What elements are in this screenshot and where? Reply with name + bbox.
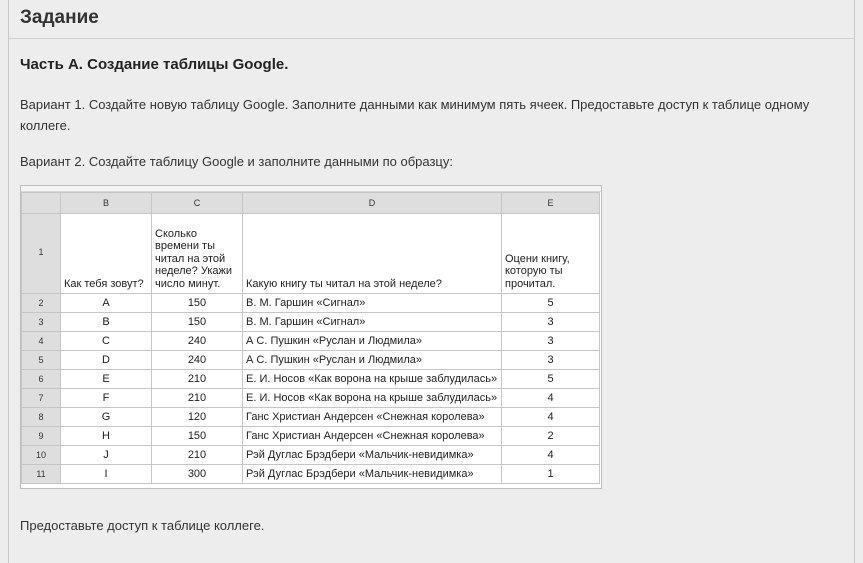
cell-rating: 4 — [502, 389, 600, 408]
cell-name: B — [61, 313, 152, 332]
cell-minutes: 300 — [152, 465, 243, 484]
table-row — [22, 389, 600, 408]
cell-name: G — [61, 408, 152, 427]
column-header-b: B — [61, 193, 152, 214]
row-number: 7 — [22, 389, 61, 408]
cell-book: А С. Пушкин «Руслан и Людмила» — [243, 351, 502, 370]
cell-rating: 4 — [502, 408, 600, 427]
cell-name: E — [61, 370, 152, 389]
cell-rating: 4 — [502, 446, 600, 465]
cell-minutes: 240 — [152, 351, 243, 370]
cell-minutes: 150 — [152, 294, 243, 313]
row-number: 5 — [22, 351, 61, 370]
row-number: 8 — [22, 408, 61, 427]
page-title: Задание — [20, 7, 99, 28]
header-book: Какую книгу ты читал на этой неделе? — [243, 214, 502, 294]
cell-rating: 5 — [502, 370, 600, 389]
article-page — [8, 0, 855, 563]
title-divider — [9, 38, 854, 39]
cell-rating: 3 — [502, 351, 600, 370]
cell-rating: 5 — [502, 294, 600, 313]
header-name: Как тебя зовут? — [61, 214, 152, 294]
column-header-e: E — [502, 193, 600, 214]
table-row — [22, 313, 600, 332]
table-row — [22, 351, 600, 370]
cell-name: I — [61, 465, 152, 484]
cell-book: Е. И. Носов «Как ворона на крыше заблудилась» — [243, 389, 502, 408]
spreadsheet-table — [21, 192, 600, 484]
cell-name: A — [61, 294, 152, 313]
header-rating: Оцени книгу, которую ты прочитал. — [502, 214, 600, 294]
cell-minutes: 120 — [152, 408, 243, 427]
footer-text: Предоставьте доступ к таблице коллеге. — [20, 518, 265, 533]
table-row — [22, 294, 600, 313]
table-row — [22, 427, 600, 446]
cell-book: Рэй Дуглас Брэдбери «Мальчик-невидимка» — [243, 446, 502, 465]
cell-minutes: 210 — [152, 446, 243, 465]
cell-book: Е. И. Носов «Как ворона на крыше заблудилась» — [243, 370, 502, 389]
table-row — [22, 332, 600, 351]
cell-book: Ганс Христиан Андерсен «Снежная королева» — [243, 427, 502, 446]
cell-book: Ганс Христиан Андерсен «Снежная королева» — [243, 408, 502, 427]
cell-minutes: 150 — [152, 427, 243, 446]
row-number: 4 — [22, 332, 61, 351]
cell-rating: 3 — [502, 313, 600, 332]
cell-book: В. М. Гаршин «Сигнал» — [243, 313, 502, 332]
column-header-row — [22, 193, 600, 214]
table-row — [22, 446, 600, 465]
cell-minutes: 210 — [152, 370, 243, 389]
cell-book: А С. Пушкин «Руслан и Людмила» — [243, 332, 502, 351]
cell-name: H — [61, 427, 152, 446]
cell-minutes: 210 — [152, 389, 243, 408]
cell-minutes: 240 — [152, 332, 243, 351]
section-heading: Часть А. Создание таблицы Google. — [20, 56, 289, 73]
table-header-row — [22, 214, 600, 294]
cell-rating: 3 — [502, 332, 600, 351]
cell-rating: 2 — [502, 427, 600, 446]
row-number: 10 — [22, 446, 61, 465]
table-row — [22, 370, 600, 389]
corner-cell — [22, 193, 61, 214]
row-number: 2 — [22, 294, 61, 313]
header-minutes: Сколько времени ты читал на этой неделе? Укажи число минут. — [152, 214, 243, 294]
cell-book: В. М. Гаршин «Сигнал» — [243, 294, 502, 313]
column-header-c: C — [152, 193, 243, 214]
variant-2-text: Вариант 2. Создайте таблицу Google и заполните данными по образцу: — [20, 154, 453, 169]
spreadsheet-image — [20, 185, 602, 489]
row-number: 3 — [22, 313, 61, 332]
table-row — [22, 465, 600, 484]
column-header-d: D — [243, 193, 502, 214]
cell-name: D — [61, 351, 152, 370]
table-row — [22, 408, 600, 427]
cell-name: J — [61, 446, 152, 465]
row-number: 6 — [22, 370, 61, 389]
cell-rating: 1 — [502, 465, 600, 484]
row-number: 11 — [22, 465, 61, 484]
cell-book: Рэй Дуглас Брэдбери «Мальчик-невидимка» — [243, 465, 502, 484]
row-number: 1 — [22, 214, 61, 294]
cell-name: C — [61, 332, 152, 351]
cell-name: F — [61, 389, 152, 408]
cell-minutes: 150 — [152, 313, 243, 332]
row-number: 9 — [22, 427, 61, 446]
variant-1-text: Вариант 1. Создайте новую таблицу Google. Заполните данными как минимум пять ячеек. Предоставьте доступ к таблице одному коллеге. — [20, 97, 810, 133]
